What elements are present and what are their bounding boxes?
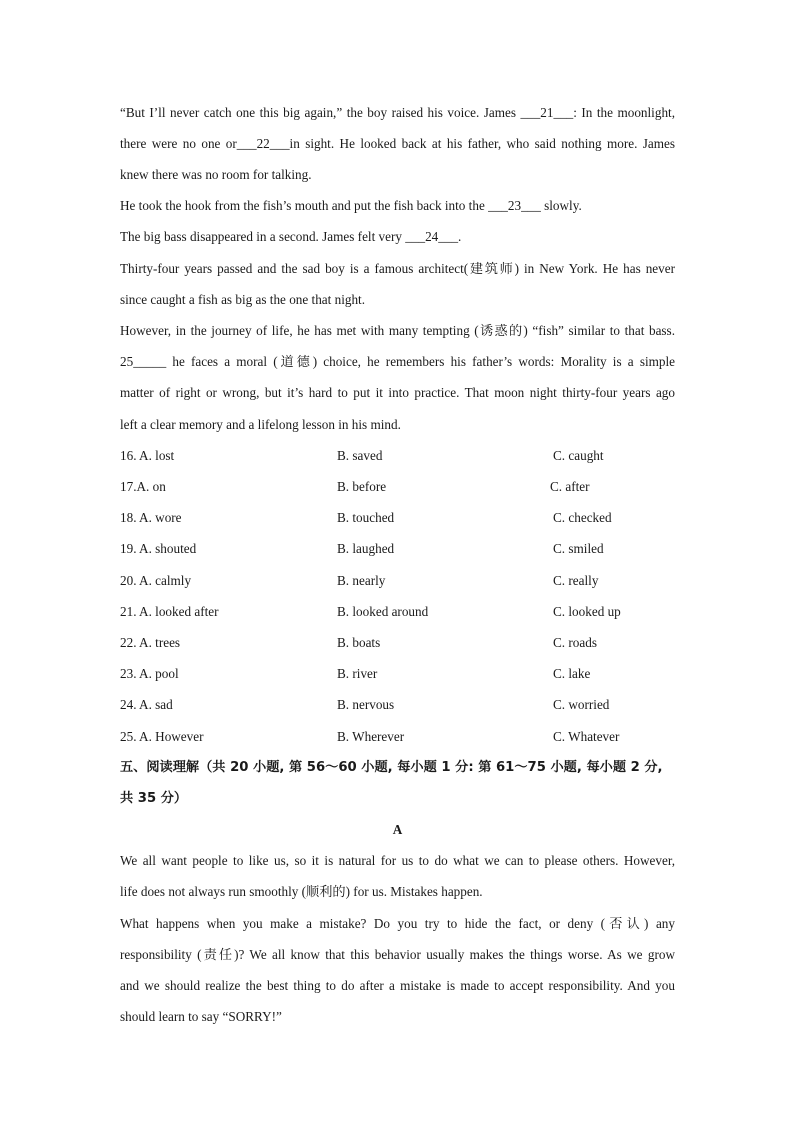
option-b: B. before: [337, 479, 387, 494]
option-a: 24. A. sad: [120, 697, 173, 712]
option-c: C. really: [553, 573, 599, 588]
passage-line-3: knew there was no room for talking.: [120, 167, 312, 182]
text: The big bass disappeared in a second. James felt very: [120, 229, 406, 244]
option-a: 21. A. looked after: [120, 604, 219, 619]
option-c: C. roads: [553, 635, 597, 650]
section-heading-cont: 共 35 分）: [120, 791, 188, 806]
text: slowly.: [540, 198, 582, 213]
option-b: B. touched: [337, 510, 395, 525]
section-heading: 五、阅读理解（共 20 小题, 第 56～60 小题, 每小题 1 分: 第 61～75 小题, 每小题 2 分,: [120, 760, 663, 775]
passage-line-4: [120, 198, 675, 214]
text: in sight. He looked back at his father, who said nothing more. James: [289, 136, 675, 151]
option-a: 16. A. lost: [120, 448, 175, 463]
text: he faces a moral (道德) choice, he remembers his father’s words: Morality is a simple: [166, 354, 675, 369]
option-b: B. nervous: [337, 697, 395, 712]
blank-21: ___21___: [520, 105, 574, 120]
option-a: 23. A. pool: [120, 666, 179, 681]
reading-line-1: We all want people to like us, so it is natural for us to do what we can to please others. However,: [120, 853, 675, 868]
passage-line-5: [120, 229, 675, 245]
text: He took the hook from the fish’s mouth and put the fish back into the: [120, 198, 489, 213]
option-c: C. looked up: [553, 604, 621, 619]
option-b: B. nearly: [337, 573, 386, 588]
option-b: B. saved: [337, 448, 383, 463]
option-b: B. Wherever: [337, 729, 405, 744]
passage-line-7: since caught a fish as big as the one that night.: [120, 292, 366, 307]
option-a: 18. A. wore: [120, 510, 182, 525]
part-label: A: [392, 822, 403, 837]
reading-line-4: responsibility (责任)? We all know that this behavior usually makes the things worse. As we grow: [120, 947, 675, 962]
option-b: B. boats: [337, 635, 381, 650]
blank-24: ___24___: [405, 229, 459, 244]
reading-line-5: and we should realize the best thing to do after a mistake is made to accept responsibility. And you: [120, 978, 675, 993]
option-a: 17.A. on: [120, 479, 166, 494]
reading-line-2: life does not always run smoothly (顺利的) for us. Mistakes happen.: [120, 884, 483, 899]
option-b: B. looked around: [337, 604, 429, 619]
reading-line-3: What happens when you make a mistake? Do you try to hide the fact, or deny (否认) any: [120, 916, 675, 931]
option-c: C. worried: [553, 697, 610, 712]
blank-23: ___23___: [488, 198, 541, 213]
option-c: C. checked: [553, 510, 612, 525]
option-a: 19. A. shouted: [120, 541, 197, 556]
option-c: C. caught: [553, 448, 604, 463]
passage-line-2: [120, 136, 675, 152]
option-a: 22. A. trees: [120, 635, 181, 650]
text: “But I’ll never catch one this big again,” the boy raised his voice. James: [120, 105, 521, 120]
text: there were no one or: [120, 136, 237, 151]
option-a: 25. A. However: [120, 729, 204, 744]
text: : In the moonlight,: [573, 105, 675, 120]
reading-line-6: should learn to say “SORRY!”: [120, 1009, 282, 1024]
option-b: B. laughed: [337, 541, 395, 556]
option-c: C. lake: [553, 666, 591, 681]
passage-line-11: left a clear memory and a lifelong lesson in his mind.: [120, 417, 401, 432]
option-c: C. Whatever: [553, 729, 620, 744]
option-a: 20. A. calmly: [120, 573, 192, 588]
blank-25: 25_____: [120, 354, 167, 369]
passage-line-10: matter of right or wrong, but it’s hard to put it into practice. That moon night thirty-four years ago: [120, 385, 675, 400]
passage-line-6: Thirty-four years passed and the sad boy is a famous architect(建筑师) in New York. He has never: [120, 261, 675, 276]
option-c: C. after: [550, 479, 590, 494]
blank-22: ___22___: [236, 136, 290, 151]
passage-line-9: [120, 354, 675, 370]
passage-line-1: [120, 105, 675, 121]
option-c: C. smiled: [553, 541, 604, 556]
option-b: B. river: [337, 666, 378, 681]
passage-line-8: However, in the journey of life, he has met with many tempting (诱惑的) “fish” similar to that bass.: [120, 323, 675, 338]
text: .: [458, 229, 462, 244]
